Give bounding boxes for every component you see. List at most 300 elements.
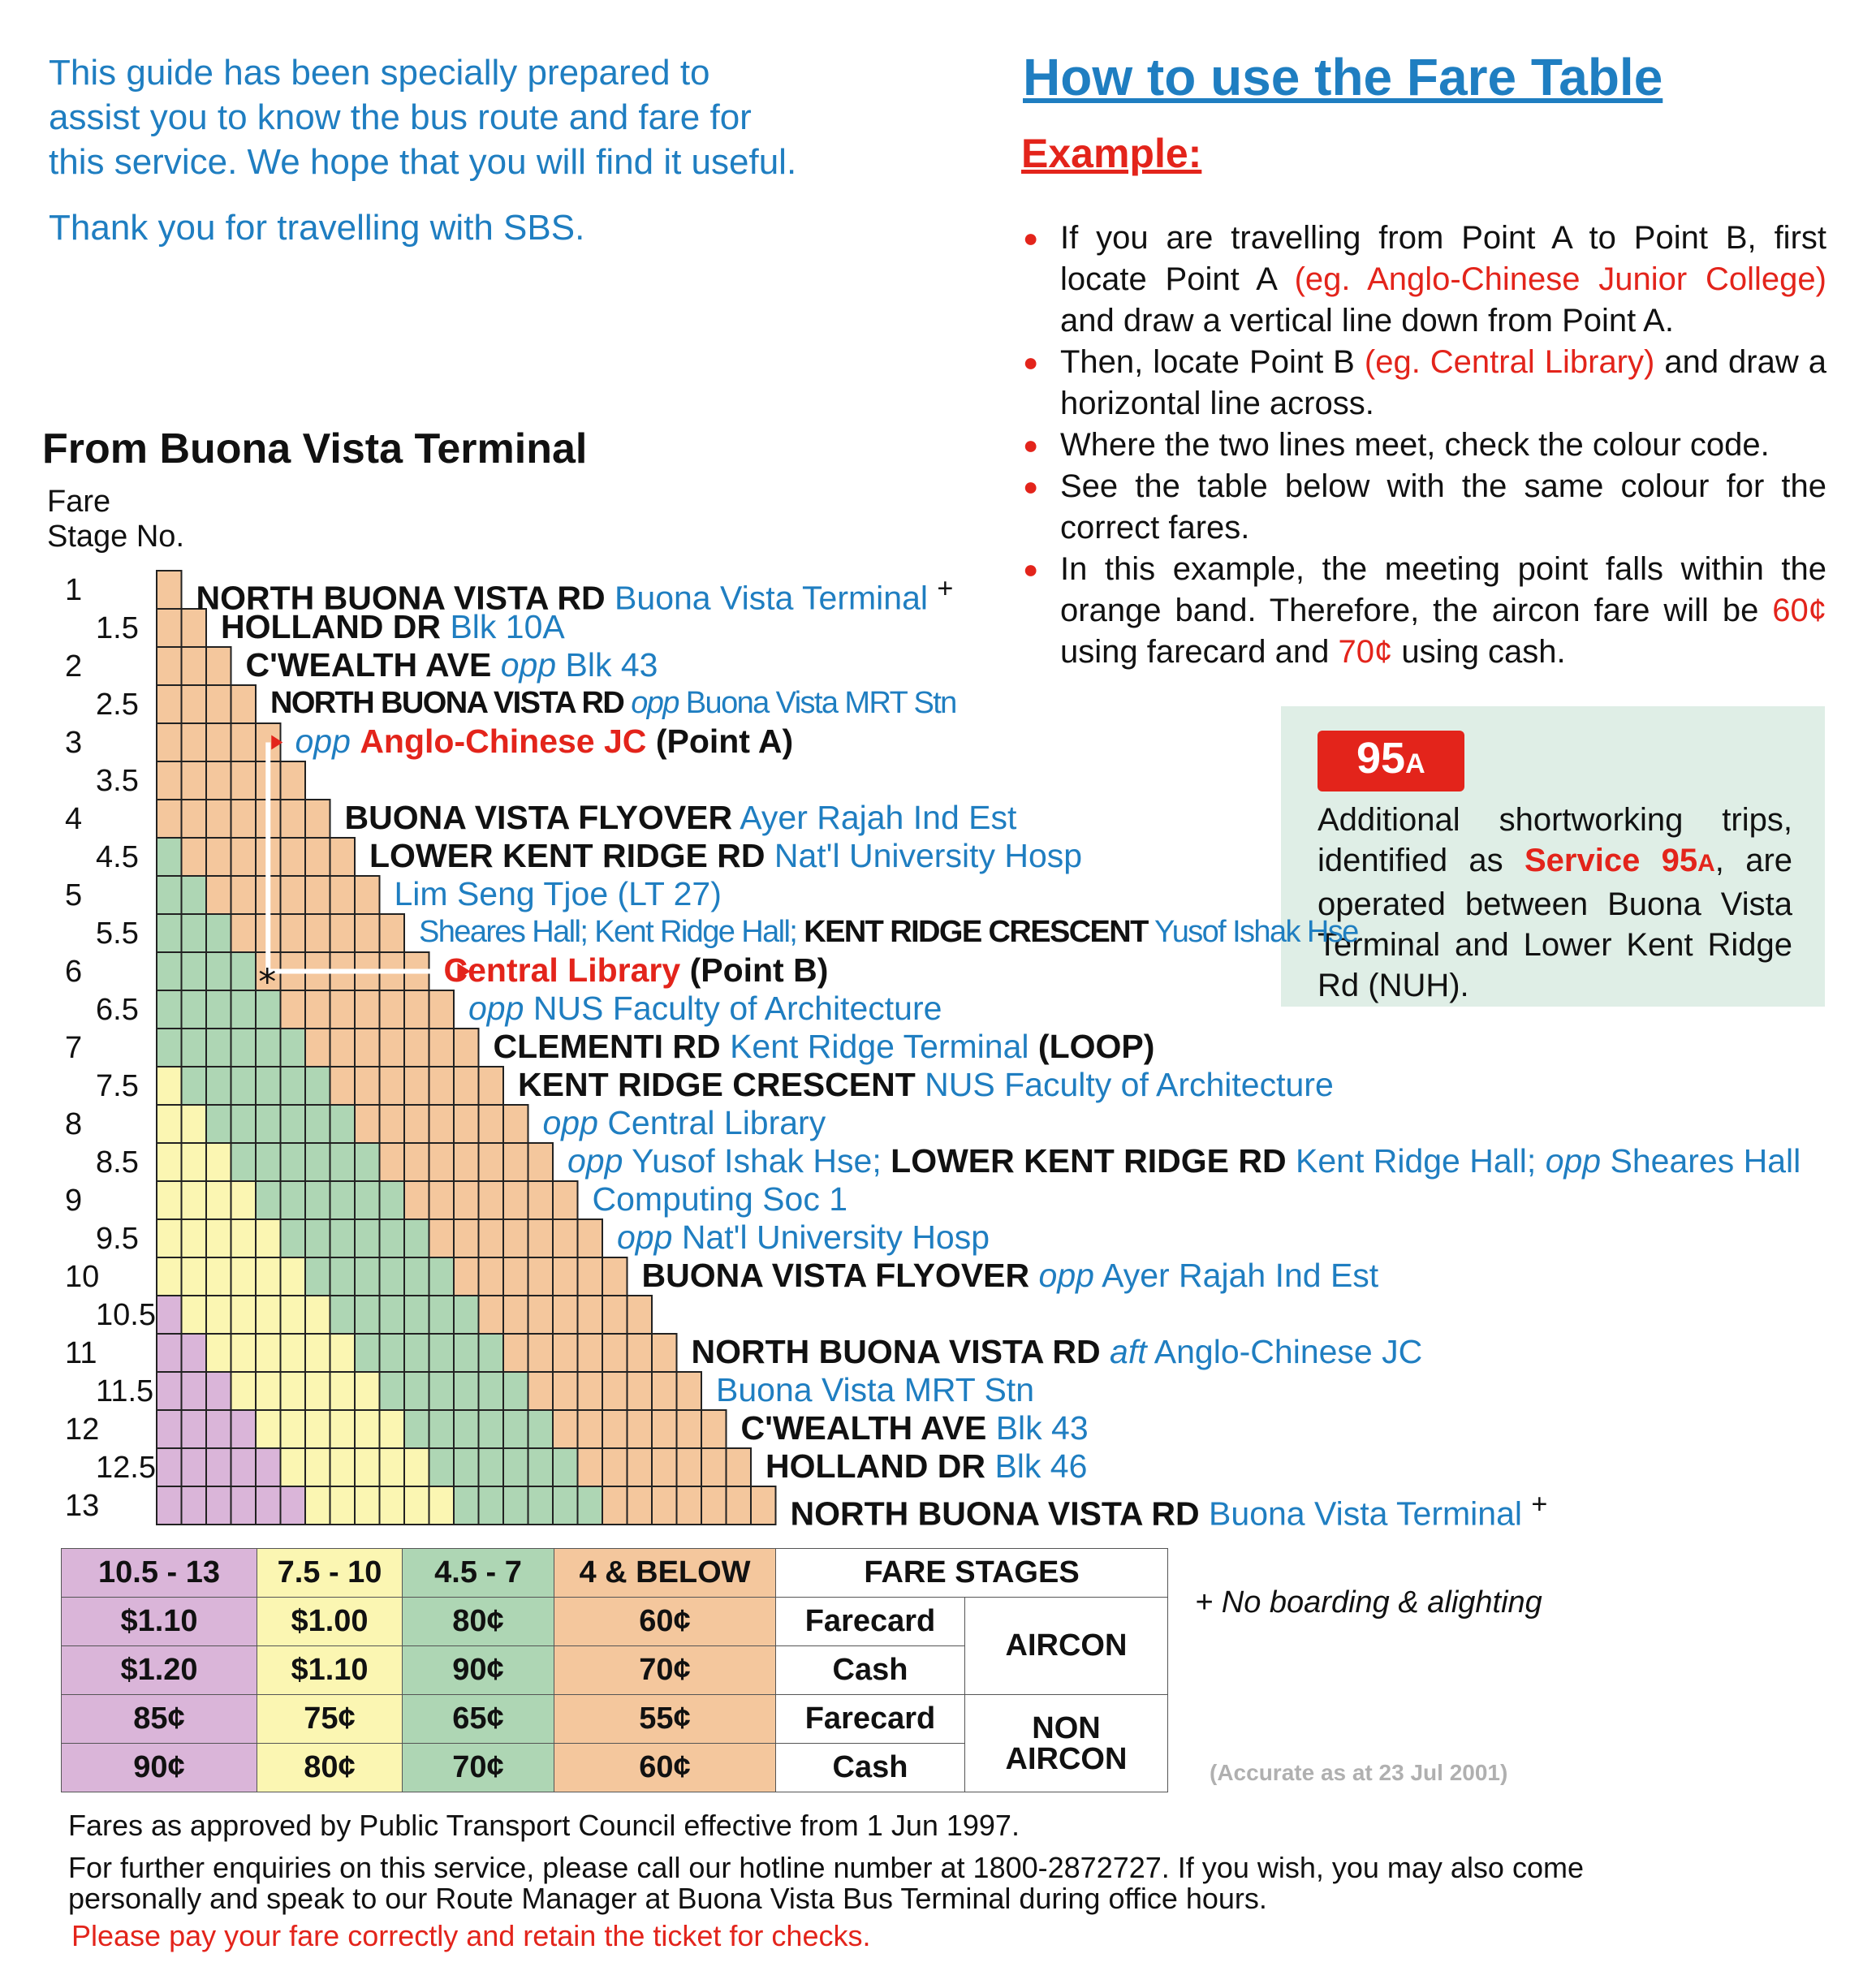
grid-cell xyxy=(157,1410,182,1448)
grid-cell xyxy=(206,1257,231,1296)
grid-cell xyxy=(157,1181,182,1219)
grid-cell xyxy=(206,838,231,876)
grid-cell xyxy=(157,761,182,800)
grid-cell xyxy=(652,1486,677,1525)
grid-cell xyxy=(578,1448,603,1486)
stop-label: HOLLAND DR Blk 46 xyxy=(765,1447,1088,1485)
fare-cell: $1.10 xyxy=(62,1598,257,1646)
step-item: ● In this example, the meeting point falls within the orange band. Therefore, the aircon fare will be 60¢ using farecard and 70¢ using cash. xyxy=(1023,549,1826,673)
grid-cell xyxy=(404,1372,429,1410)
grid-cell xyxy=(404,1257,429,1296)
grid-cell xyxy=(454,1372,479,1410)
grid-cell xyxy=(479,1334,504,1372)
grid-cell xyxy=(231,1219,257,1257)
grid-cell xyxy=(281,1219,306,1257)
grid-cell xyxy=(578,1257,603,1296)
band-header: 7.5 - 10 xyxy=(257,1549,403,1598)
grid-cell xyxy=(231,1334,257,1372)
grid-cell xyxy=(305,876,330,914)
grid-cell xyxy=(652,1410,677,1448)
grid-cell xyxy=(578,1410,603,1448)
grid-cell xyxy=(677,1372,702,1410)
grid-cell xyxy=(355,1181,380,1219)
grid-cell xyxy=(355,1067,380,1105)
grid-cell xyxy=(305,1067,330,1105)
grid-cell xyxy=(578,1296,603,1334)
grid-cell xyxy=(281,1334,306,1372)
grid-cell xyxy=(206,723,231,761)
grid-cell xyxy=(182,647,207,685)
grid-cell xyxy=(380,1029,405,1067)
grid-cell xyxy=(503,1105,528,1143)
grid-cell xyxy=(305,1334,330,1372)
grid-cell xyxy=(157,609,182,647)
grid-cell xyxy=(231,990,257,1029)
grid-cell xyxy=(281,1181,306,1219)
fare-cell: $1.10 xyxy=(257,1646,403,1695)
grid-cell xyxy=(528,1219,554,1257)
grid-cell xyxy=(256,1486,281,1525)
grid-cell xyxy=(355,1296,380,1334)
grid-cell xyxy=(553,1486,578,1525)
grid-cell xyxy=(503,1143,528,1181)
grid-cell xyxy=(330,1143,356,1181)
grid-cell xyxy=(206,1143,231,1181)
stage-number: 8 xyxy=(65,1107,83,1141)
stage-number: 5.5 xyxy=(96,917,139,951)
grid-cell xyxy=(355,1334,380,1372)
grid-cell xyxy=(503,1372,528,1410)
payment-type-label: Cash xyxy=(776,1744,965,1792)
grid-cell xyxy=(404,1181,429,1219)
grid-cell xyxy=(157,1105,182,1143)
grid-cell xyxy=(206,1029,231,1067)
fare-table xyxy=(61,1548,1168,1792)
grid-cell xyxy=(157,1448,182,1486)
grid-cell xyxy=(602,1372,627,1410)
grid-cell xyxy=(231,1410,257,1448)
grid-cell xyxy=(380,1257,405,1296)
grid-cell xyxy=(454,1029,479,1067)
grid-cell xyxy=(355,990,380,1029)
grid-cell xyxy=(380,1219,405,1257)
grid-cell xyxy=(305,914,330,952)
grid-cell xyxy=(404,1296,429,1334)
grid-cell xyxy=(305,1105,330,1143)
grid-cell xyxy=(157,876,182,914)
grid-cell xyxy=(429,1067,455,1105)
grid-cell xyxy=(182,952,207,990)
grid-cell xyxy=(231,1296,257,1334)
grid-cell xyxy=(380,1372,405,1410)
fare-cell: 70¢ xyxy=(403,1744,554,1792)
payment-type-label: Farecard xyxy=(776,1695,965,1744)
grid-cell xyxy=(206,685,231,723)
grid-cell xyxy=(157,1143,182,1181)
stop-label: NORTH BUONA VISTA RD aft Anglo-Chinese JC xyxy=(691,1333,1423,1370)
accuracy-date: (Accurate as at 23 Jul 2001) xyxy=(1210,1760,1508,1785)
stop-label: BUONA VISTA FLYOVER opp Ayer Rajah Ind Est xyxy=(641,1257,1379,1294)
grid-cell xyxy=(503,1257,528,1296)
grid-cell xyxy=(157,914,182,952)
stage-number: 9.5 xyxy=(96,1222,139,1256)
grid-cell xyxy=(256,1067,281,1105)
grid-cell xyxy=(182,761,207,800)
grid-cell xyxy=(429,1105,455,1143)
grid-cell xyxy=(454,1105,479,1143)
service-badge: 95A xyxy=(1318,731,1464,791)
grid-cell xyxy=(528,1410,554,1448)
grid-cell xyxy=(578,1372,603,1410)
band-header: 4.5 - 7 xyxy=(403,1549,554,1598)
grid-cell xyxy=(404,990,429,1029)
grid-cell xyxy=(553,1410,578,1448)
stage-number: 1.5 xyxy=(96,611,139,645)
grid-cell xyxy=(330,1219,356,1257)
grid-cell xyxy=(157,1486,182,1525)
grid-cell xyxy=(528,1372,554,1410)
grid-cell xyxy=(305,1486,330,1525)
grid-cell xyxy=(182,1448,207,1486)
grid-cell xyxy=(330,1067,356,1105)
step-item: ● Where the two lines meet, check the colour code. xyxy=(1023,425,1826,466)
grid-cell xyxy=(281,838,306,876)
grid-cell xyxy=(231,1067,257,1105)
grid-cell xyxy=(157,1029,182,1067)
grid-cell xyxy=(355,1029,380,1067)
grid-cell xyxy=(454,1486,479,1525)
grid-cell xyxy=(454,1219,479,1257)
stop-label: NORTH BUONA VISTA RD opp Buona Vista MRT Stn xyxy=(270,686,956,720)
grid-cell xyxy=(182,1296,207,1334)
grid-cell xyxy=(380,1067,405,1105)
grid-cell xyxy=(206,914,231,952)
grid-cell xyxy=(454,1410,479,1448)
grid-cell xyxy=(404,1410,429,1448)
grid-cell xyxy=(429,1029,455,1067)
grid-cell xyxy=(305,1257,330,1296)
grid-cell xyxy=(355,914,380,952)
step-item: ● See the table below with the same colour for the correct fares. xyxy=(1023,466,1826,549)
grid-cell xyxy=(330,1486,356,1525)
grid-cell xyxy=(479,1372,504,1410)
grid-cell xyxy=(206,1067,231,1105)
stop-label: opp Yusof Ishak Hse; LOWER KENT RIDGE RD Kent Ridge Hall; opp Sheares Hall xyxy=(567,1142,1801,1180)
grid-cell xyxy=(528,1448,554,1486)
grid-cell xyxy=(231,1257,257,1296)
stop-label: BUONA VISTA FLYOVER Ayer Rajah Ind Est xyxy=(344,799,1017,836)
grid-cell xyxy=(355,1219,380,1257)
stage-number: 7 xyxy=(65,1031,83,1065)
grid-cell xyxy=(182,1257,207,1296)
grid-cell xyxy=(528,1296,554,1334)
grid-cell xyxy=(281,1372,306,1410)
grid-cell xyxy=(528,1181,554,1219)
grid-cell xyxy=(182,876,207,914)
grid-cell xyxy=(281,914,306,952)
grid-cell xyxy=(305,1296,330,1334)
grid-cell xyxy=(231,914,257,952)
grid-cell xyxy=(553,1334,578,1372)
grid-cell xyxy=(627,1448,653,1486)
grid-cell xyxy=(404,1448,429,1486)
stage-number: 11.5 xyxy=(96,1374,154,1408)
grid-cell xyxy=(281,1067,306,1105)
grid-cell xyxy=(429,1372,455,1410)
grid-cell xyxy=(182,1029,207,1067)
route-title: From Buona Vista Terminal xyxy=(42,425,588,472)
grid-cell xyxy=(231,1486,257,1525)
stage-number: 6 xyxy=(65,955,83,989)
grid-cell xyxy=(157,800,182,838)
stage-number: 1 xyxy=(65,573,83,607)
grid-cell xyxy=(281,1105,306,1143)
grid-cell xyxy=(355,876,380,914)
grid-cell xyxy=(454,1296,479,1334)
grid-cell xyxy=(627,1334,653,1372)
grid-cell xyxy=(157,838,182,876)
grid-cell xyxy=(330,1410,356,1448)
grid-cell xyxy=(256,1448,281,1486)
grid-cell xyxy=(330,876,356,914)
grid-cell xyxy=(330,1181,356,1219)
grid-cell xyxy=(355,1105,380,1143)
grid-cell xyxy=(305,1410,330,1448)
grid-cell xyxy=(454,1448,479,1486)
grid-cell xyxy=(157,990,182,1029)
grid-cell xyxy=(701,1410,727,1448)
grid-cell xyxy=(602,1486,627,1525)
grid-cell xyxy=(380,914,405,952)
grid-cell xyxy=(429,1296,455,1334)
grid-cell xyxy=(305,1181,330,1219)
fare-cell: 85¢ xyxy=(62,1695,257,1744)
grid-cell xyxy=(231,876,257,914)
stop-label: C'WEALTH AVE opp Blk 43 xyxy=(245,646,658,684)
service-95a-text: Additional shortworking trips, identified as Service 95A, are operated between Buona Vista Terminal and Lower Kent Ridge Rd (NUH). xyxy=(1318,802,1793,1003)
grid-cell xyxy=(157,1372,182,1410)
grid-cell xyxy=(380,1486,405,1525)
fare-cell: 60¢ xyxy=(554,1598,776,1646)
grid-cell xyxy=(429,1219,455,1257)
stop-label: Buona Vista MRT Stn xyxy=(716,1371,1035,1408)
example-label: Example: xyxy=(1021,131,1202,176)
grid-cell xyxy=(355,1257,380,1296)
grid-cell xyxy=(429,1143,455,1181)
grid-cell xyxy=(206,952,231,990)
grid-cell xyxy=(355,1486,380,1525)
thank-you-text: Thank you for travelling with SBS. xyxy=(49,208,585,248)
grid-cell xyxy=(231,1105,257,1143)
grid-cell xyxy=(256,1257,281,1296)
stage-number: 6.5 xyxy=(96,993,139,1027)
grid-cell xyxy=(479,1219,504,1257)
grid-cell xyxy=(206,761,231,800)
grid-cell xyxy=(404,1067,429,1105)
grid-cell xyxy=(256,1296,281,1334)
grid-cell xyxy=(231,685,257,723)
grid-cell xyxy=(281,990,306,1029)
grid-cell xyxy=(231,1029,257,1067)
grid-cell xyxy=(380,1448,405,1486)
stop-label: opp Central Library xyxy=(542,1104,826,1141)
fare-cell: 70¢ xyxy=(554,1646,776,1695)
grid-cell xyxy=(602,1334,627,1372)
grid-cell xyxy=(330,838,356,876)
grid-cell xyxy=(182,723,207,761)
grid-cell xyxy=(157,1296,182,1334)
grid-cell xyxy=(727,1448,752,1486)
grid-cell xyxy=(528,1486,554,1525)
grid-cell xyxy=(454,1257,479,1296)
fare-band-header-row xyxy=(62,1549,1168,1598)
grid-cell xyxy=(206,876,231,914)
grid-cell xyxy=(553,1257,578,1296)
table-row xyxy=(62,1598,1168,1646)
grid-cell xyxy=(677,1410,702,1448)
grid-cell xyxy=(330,1334,356,1372)
stage-number: 11 xyxy=(65,1336,97,1370)
grid-cell xyxy=(182,1410,207,1448)
grid-cell xyxy=(206,1296,231,1334)
fare-cell: 55¢ xyxy=(554,1695,776,1744)
stage-number: 7.5 xyxy=(96,1069,139,1103)
grid-cell xyxy=(231,761,257,800)
grid-cell xyxy=(553,1181,578,1219)
stop-label: HOLLAND DR Blk 10A xyxy=(221,608,565,645)
grid-cell xyxy=(206,1486,231,1525)
stop-label: Sheares Hall; Kent Ridge Hall; KENT RIDGE CRESCENT Yusof Ishak Hse xyxy=(419,915,1358,949)
grid-cell xyxy=(281,1143,306,1181)
grid-cell xyxy=(231,1181,257,1219)
stage-number: 4 xyxy=(65,802,83,836)
grid-cell xyxy=(206,1372,231,1410)
stop-label: CLEMENTI RD Kent Ridge Terminal (LOOP) xyxy=(493,1028,1155,1065)
grid-cell xyxy=(206,800,231,838)
grid-cell xyxy=(157,1067,182,1105)
grid-cell xyxy=(380,1181,405,1219)
grid-cell xyxy=(479,1067,504,1105)
grid-cell xyxy=(231,800,257,838)
grid-cell xyxy=(701,1448,727,1486)
grid-cell xyxy=(182,1143,207,1181)
grid-cell xyxy=(330,1257,356,1296)
grid-cell xyxy=(404,1486,429,1525)
grid-cell xyxy=(355,1143,380,1181)
grid-cell xyxy=(206,1410,231,1448)
grid-cell xyxy=(578,1219,603,1257)
grid-cell xyxy=(503,1448,528,1486)
grid-cell xyxy=(182,1372,207,1410)
grid-cell xyxy=(429,990,455,1029)
grid-cell xyxy=(479,1296,504,1334)
fare-cell: 90¢ xyxy=(62,1744,257,1792)
grid-cell xyxy=(355,1448,380,1486)
grid-cell xyxy=(404,1334,429,1372)
grid-cell xyxy=(305,1143,330,1181)
grid-cell xyxy=(182,1181,207,1219)
grid-cell xyxy=(206,647,231,685)
grid-cell xyxy=(503,1181,528,1219)
how-to-title: How to use the Fare Table xyxy=(1023,48,1663,106)
intro-paragraph: This guide has been specially prepared to assist you to know the bus route and fare for this service. We hope that you will find it useful. xyxy=(49,53,797,182)
grid-cell xyxy=(281,876,306,914)
grid-cell xyxy=(281,800,306,838)
footer-enquiries: For further enquiries on this service, please call our hotline number at 1800-2872727. If you wish, you may also come personally and speak to our Route Manager at Buona Vista Bus Terminal during office hours. xyxy=(68,1851,1584,1915)
grid-cell xyxy=(404,1029,429,1067)
grid-cell xyxy=(256,1105,281,1143)
grid-cell xyxy=(503,1486,528,1525)
stage-number: 3 xyxy=(65,726,83,760)
grid-cell xyxy=(256,1219,281,1257)
grid-cell xyxy=(206,990,231,1029)
stage-number: 4.5 xyxy=(96,840,139,874)
grid-cell xyxy=(231,952,257,990)
grid-cell xyxy=(528,1257,554,1296)
grid-cell xyxy=(429,1448,455,1486)
grid-cell xyxy=(404,1219,429,1257)
grid-cell xyxy=(578,1334,603,1372)
grid-cell xyxy=(256,1334,281,1372)
grid-cell xyxy=(281,761,306,800)
grid-cell xyxy=(182,1334,207,1372)
grid-cell xyxy=(256,1410,281,1448)
grid-cell xyxy=(231,1372,257,1410)
grid-cell xyxy=(553,1448,578,1486)
grid-cell xyxy=(206,1448,231,1486)
grid-cell xyxy=(330,1105,356,1143)
grid-cell xyxy=(157,1257,182,1296)
stop-label: Central Library (Point B) xyxy=(443,951,829,989)
grid-cell xyxy=(231,838,257,876)
fare-cell: 80¢ xyxy=(403,1598,554,1646)
stage-number: 10.5 xyxy=(96,1298,156,1332)
stop-label: KENT RIDGE CRESCENT NUS Faculty of Architecture xyxy=(518,1066,1334,1103)
grid-cell xyxy=(503,1334,528,1372)
grid-cell xyxy=(182,1105,207,1143)
grid-cell xyxy=(281,1296,306,1334)
grid-cell xyxy=(751,1486,776,1525)
stage-number: 3.5 xyxy=(96,764,139,798)
grid-cell xyxy=(182,1219,207,1257)
stage-number: 9 xyxy=(65,1184,83,1218)
grid-cell xyxy=(454,1067,479,1105)
grid-cell xyxy=(454,1334,479,1372)
stop-label: opp Nat'l University Hosp xyxy=(617,1218,990,1256)
grid-cell xyxy=(182,1486,207,1525)
grid-cell xyxy=(553,1296,578,1334)
stage-number: 13 xyxy=(65,1489,100,1523)
grid-cell xyxy=(677,1448,702,1486)
grid-cell xyxy=(281,1257,306,1296)
grid-cell xyxy=(627,1296,653,1334)
band-header: 4 & BELOW xyxy=(554,1549,776,1598)
fare-cell: $1.20 xyxy=(62,1646,257,1695)
grid-cell xyxy=(157,571,182,609)
grid-cell xyxy=(305,1372,330,1410)
stage-number: 2.5 xyxy=(96,688,139,722)
grid-cell xyxy=(380,1105,405,1143)
grid-cell xyxy=(602,1257,627,1296)
grid-cell xyxy=(305,1029,330,1067)
grid-cell xyxy=(627,1372,653,1410)
grid-cell xyxy=(652,1372,677,1410)
grid-cell xyxy=(602,1410,627,1448)
grid-cell xyxy=(503,1296,528,1334)
grid-cell xyxy=(429,1410,455,1448)
grid-cell xyxy=(206,1105,231,1143)
grid-cell xyxy=(479,1257,504,1296)
